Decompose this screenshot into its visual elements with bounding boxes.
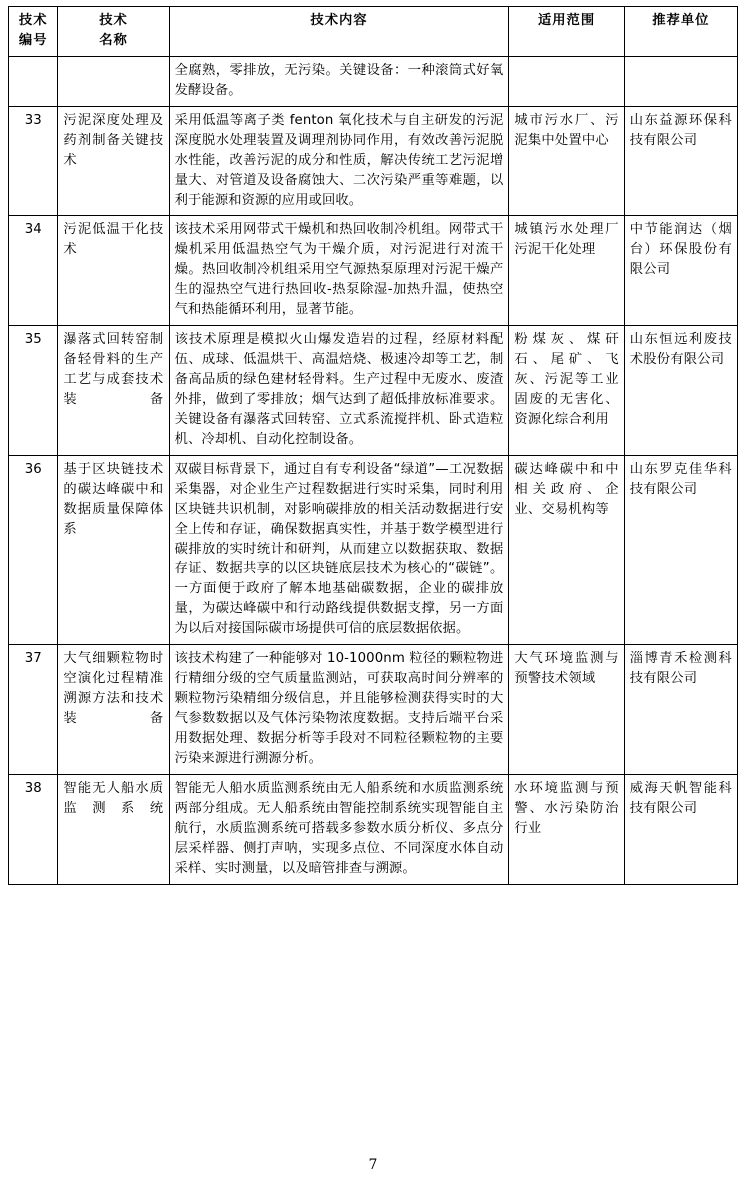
- cell-unit: 中节能润达（烟台）环保股份有限公司: [624, 216, 737, 326]
- table-body: [9, 56, 738, 884]
- cell-unit: 山东益源环保科技有限公司: [624, 106, 737, 216]
- column-header-name: 技术 名称: [58, 7, 169, 57]
- table-row: [9, 216, 738, 326]
- cell-name: 基于区块链技术的碳达峰碳中和数据质量保障体系: [58, 455, 169, 644]
- table-row: [9, 56, 738, 106]
- cell-content: 双碳目标背景下，通过自有专利设备“绿道”—工况数据采集器，对企业生产过程数据进行实时采集，同时利用区块链共识机制，对影响碳排放的相关活动数据进行安全上传和存证，确保数据真实性，并基于数学模型进行碳排放的实时统计和研判，从而建立以数据获取、数据存证、数据共享的以区块链底层技术为核心的“碳链”。一方面便于政府了解本地基础碳数据，企业的碳排放量，为碳达峰碳中和行动路线提供数据支撑，另一方面为以后对接国际碳市场提供可信的底层数据依据。: [169, 455, 509, 644]
- cell-scope: 水环境监测与预警、水污染防治行业: [509, 774, 624, 884]
- cell-name: 污泥低温干化技术: [58, 216, 169, 326]
- table-row: [9, 106, 738, 216]
- cell-content: 该技术采用网带式干燥机和热回收制冷机组。网带式干燥机采用低温热空气为干燥介质，对污泥进行对流干燥。热回收制冷机组采用空气源热泵原理对污泥干燥产生的湿热空气进行热回收-热泵除湿-加热升温，使热空气和热能循环利用，显著节能。: [169, 216, 509, 326]
- column-header-content: 技术内容: [169, 7, 509, 57]
- cell-unit: 山东恒远利废技术股份有限公司: [624, 326, 737, 456]
- cell-content: 该技术原理是模拟火山爆发造岩的过程，经原材料配伍、成球、低温烘干、高温焙烧、极速冷却等工艺，制备高品质的绿色建材轻骨料。生产过程中无废水、废渣外排，做到了零排放；烟气达到了超低排放标准要求。关键设备有瀑落式回转窑、立式系流搅拌机、卧式造粒机、冷却机、自动化控制设备。: [169, 326, 509, 456]
- table-row: [9, 645, 738, 775]
- cell-scope: 城市污水厂、污泥集中处置中心: [509, 106, 624, 216]
- technology-catalog-table: [8, 6, 738, 885]
- cell-content: 采用低温等离子类 fenton 氧化技术与自主研发的污泥深度脱水处理装置及调理剂协同作用，有效改善污泥脱水性能，改善污泥的成分和性质，解决传统工艺污泥增量大、对管道及设备腐蚀大、二次污染严重等难题，以利于能源和资源的应用或回收。: [169, 106, 509, 216]
- cell-name: 污泥深度处理及药剂制备关键技术: [58, 106, 169, 216]
- cell-unit: 山东罗克佳华科技有限公司: [624, 455, 737, 644]
- table-row: [9, 774, 738, 884]
- cell-scope: 碳达峰碳中和中相关政府、企业、交易机构等: [509, 455, 624, 644]
- cell-name: 智能无人船水质监测系统: [58, 774, 169, 884]
- cell-scope: 粉煤灰、煤矸石、尾矿、飞灰、污泥等工业固废的无害化、资源化综合利用: [509, 326, 624, 456]
- cell-unit: 淄博青禾检测科技有限公司: [624, 645, 737, 775]
- cell-unit: 威海天帆智能科技有限公司: [624, 774, 737, 884]
- cell-name: 大气细颗粒物时空演化过程精准溯源方法和技术装备: [58, 645, 169, 775]
- column-header-unit: 推荐单位: [624, 7, 737, 57]
- column-header-scope: 适用范围: [509, 7, 624, 57]
- table-header-row: [9, 7, 738, 57]
- cell-number: 33: [9, 106, 58, 216]
- cell-content: 全腐熟，零排放，无污染。关键设备：一种滚筒式好氧发酵设备。: [169, 56, 509, 106]
- table-row: [9, 326, 738, 456]
- cell-name: [58, 56, 169, 106]
- cell-unit: [624, 56, 737, 106]
- cell-number: 38: [9, 774, 58, 884]
- column-header-number: 技术 编号: [9, 7, 58, 57]
- cell-number: [9, 56, 58, 106]
- cell-name: 瀑落式回转窑制备轻骨料的生产工艺与成套技术装备: [58, 326, 169, 456]
- cell-content: 智能无人船水质监测系统由无人船系统和水质监测系统两部分组成。无人船系统由智能控制系统实现智能自主航行，水质监测系统可搭载多参数水质分析仪、多点分层采样器、侧打声呐，实现多点位、不同深度水体自动采样、实时测量，以及暗管排查与溯源。: [169, 774, 509, 884]
- cell-number: 37: [9, 645, 58, 775]
- cell-scope: 城镇污水处理厂污泥干化处理: [509, 216, 624, 326]
- cell-content: 该技术构建了一种能够对 10-1000nm 粒径的颗粒物进行精细分级的空气质量监测站，可获取高时间分辨率的颗粒物污染精细分级信息，并且能够检测获得实时的大气参数数据以及气体污染物浓度数据。支持后端平台采用数据处理、数据分析等手段对不同粒径颗粒物的主要污染来源进行溯源分析。: [169, 645, 509, 775]
- cell-scope: 大气环境监测与预警技术领域: [509, 645, 624, 775]
- cell-number: 36: [9, 455, 58, 644]
- cell-number: 35: [9, 326, 58, 456]
- table-header: [9, 7, 738, 57]
- page-number: 7: [368, 1157, 378, 1173]
- cell-number: 34: [9, 216, 58, 326]
- cell-scope: [509, 56, 624, 106]
- table-row: [9, 455, 738, 644]
